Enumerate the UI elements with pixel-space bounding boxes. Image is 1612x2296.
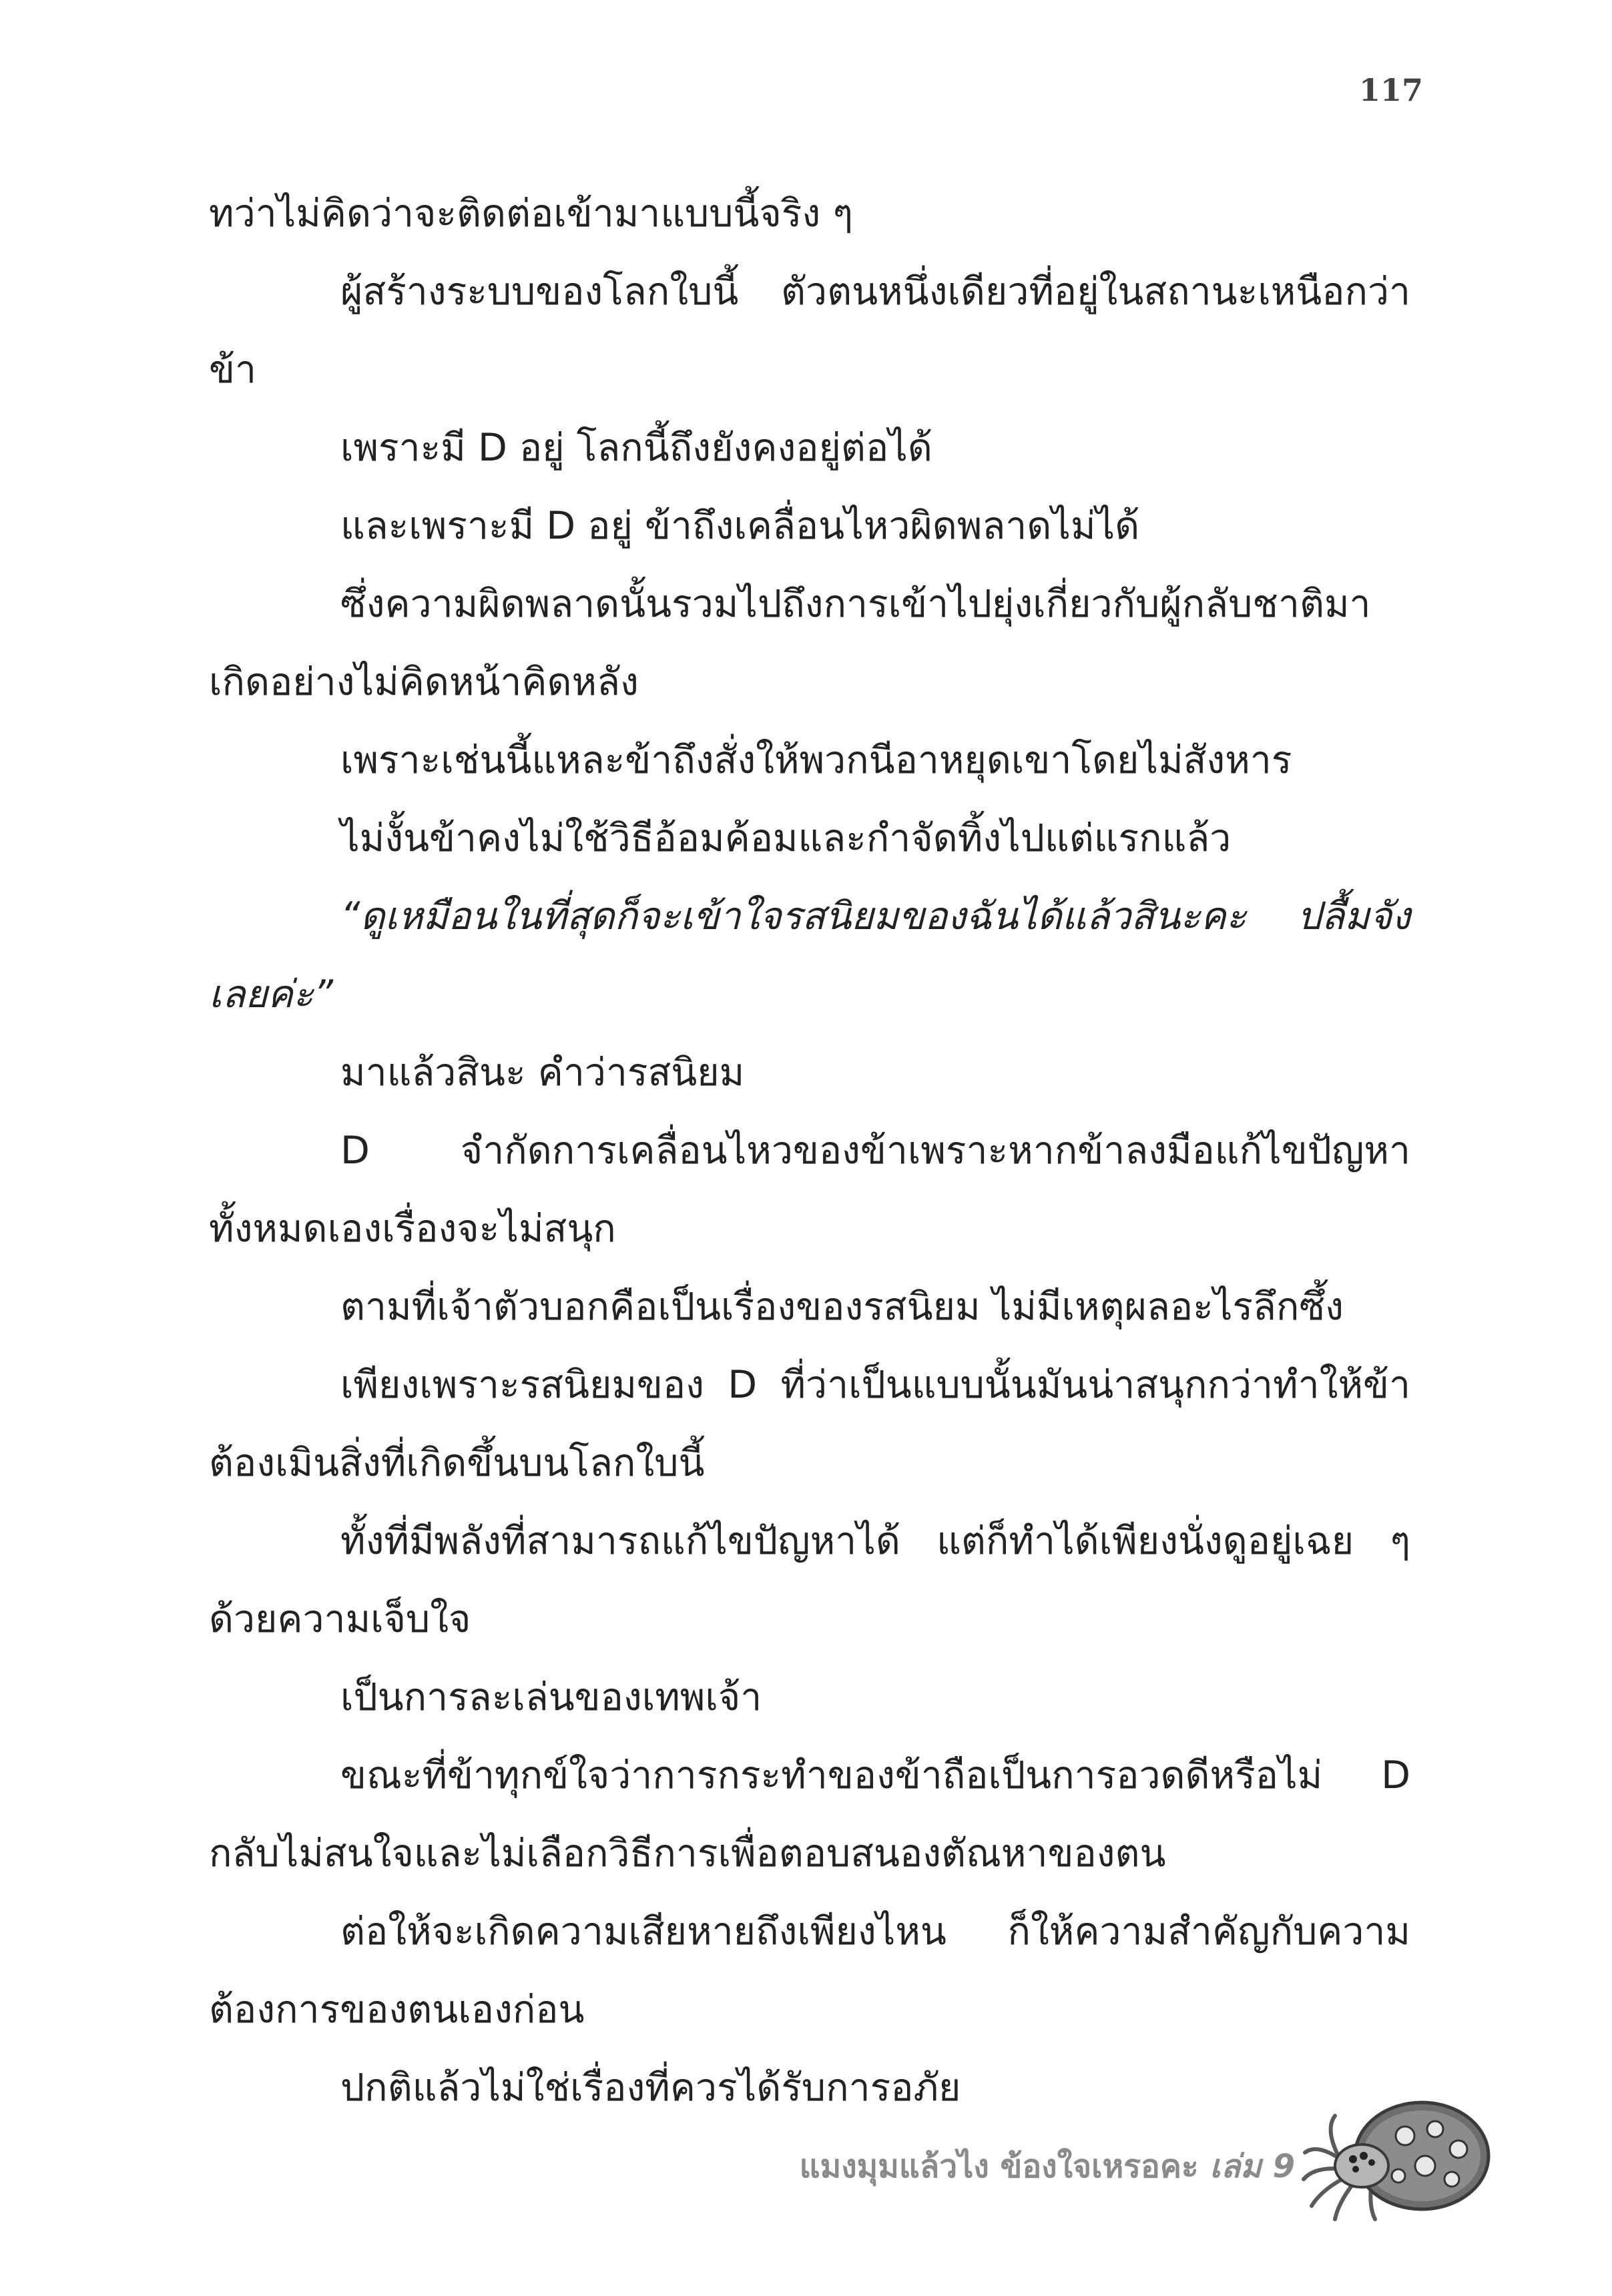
paragraph: เพียงเพราะรสนิยมของ D ที่ว่าเป็นแบบนั้นมันน่าสนุกกว่าทำให้ข้าต้องเมินสิ่งที่เกิดขึ้นบนโลกใบนี้ bbox=[209, 1363, 1410, 1485]
footer-book-title bbox=[748, 2141, 1295, 2192]
paragraph: “ดูเหมือนในที่สุดก็จะเข้าใจรสนิยมของฉันได้แล้วสินะคะ ปลื้มจังเลยค่ะ” bbox=[209, 894, 1410, 1017]
paragraph: ปกติแล้วไม่ใช่เรื่องที่ควรได้รับการอภัย bbox=[340, 2066, 961, 2110]
paragraph: และเพราะมี D อยู่ ข้าถึงเคลื่อนไหวผิดพลาดไม่ได้ bbox=[340, 504, 1140, 548]
paragraph: เป็นการละเล่นของเทพเจ้า bbox=[340, 1675, 762, 1719]
footer-volume: เล่ม 9 bbox=[1210, 2148, 1295, 2185]
paragraph: ขณะที่ข้าทุกข์ใจว่าการกระทำของข้าถือเป็นการอวดดีหรือไม่ D กลับไม่สนใจและไม่เลือกวิธีการเพื่อตอบสนองตัณหาของตน bbox=[209, 1753, 1410, 1876]
paragraph: ตามที่เจ้าตัวบอกคือเป็นเรื่องของรสนิยม ไม่มีเหตุผลอะไรลึกซึ้ง bbox=[340, 1285, 1344, 1329]
paragraph: ทั้งที่มีพลังที่สามารถแก้ไขปัญหาได้ แต่ก็ทำได้เพียงนั่งดูอยู่เฉย ๆ ด้วยความเจ็บใจ bbox=[209, 1519, 1410, 1641]
paragraph: เพราะเช่นนี้แหละข้าถึงสั่งให้พวกนีอาหยุดเขาโดยไม่สังหาร bbox=[340, 738, 1292, 782]
spider-mascot-icon bbox=[1298, 2089, 1499, 2223]
paragraph: เพราะมี D อยู่ โลกนี้ถึงยังคงอยู่ต่อได้ bbox=[340, 426, 932, 470]
footer-series-title: แมงมุมแล้วไง ข้องใจเหรอคะ bbox=[799, 2148, 1199, 2185]
paragraph: ไม่งั้นข้าคงไม่ใช้วิธีอ้อมค้อมและกำจัดทิ้งไปแต่แรกแล้ว bbox=[340, 816, 1232, 860]
paragraph: มาแล้วสินะ คำว่ารสนิยม bbox=[340, 1051, 745, 1095]
paragraph: D จำกัดการเคลื่อนไหวของข้าเพราะหากข้าลงมือแก้ไขปัญหาทั้งหมดเองเรื่องจะไม่สนุก bbox=[209, 1129, 1410, 1251]
paragraph: ผู้สร้างระบบของโลกใบนี้ ตัวตนหนึ่งเดียวที่อยู่ในสถานะเหนือกว่าข้า bbox=[209, 270, 1410, 392]
paragraph: ต่อให้จะเกิดความเสียหายถึงเพียงไหน ก็ให้ความสำคัญกับความต้องการของตนเองก่อน bbox=[209, 1910, 1410, 2032]
paragraph: ซึ่งความผิดพลาดนั้นรวมไปถึงการเข้าไปยุ่งเกี่ยวกับผู้กลับชาติมาเกิดอย่างไม่คิดหน้าคิดหลัง bbox=[209, 582, 1371, 704]
paragraph: ทว่าไม่คิดว่าจะติดต่อเข้ามาแบบนี้จริง ๆ bbox=[209, 192, 853, 236]
page-number: 117 bbox=[1358, 72, 1423, 108]
body-text bbox=[209, 175, 1410, 2127]
